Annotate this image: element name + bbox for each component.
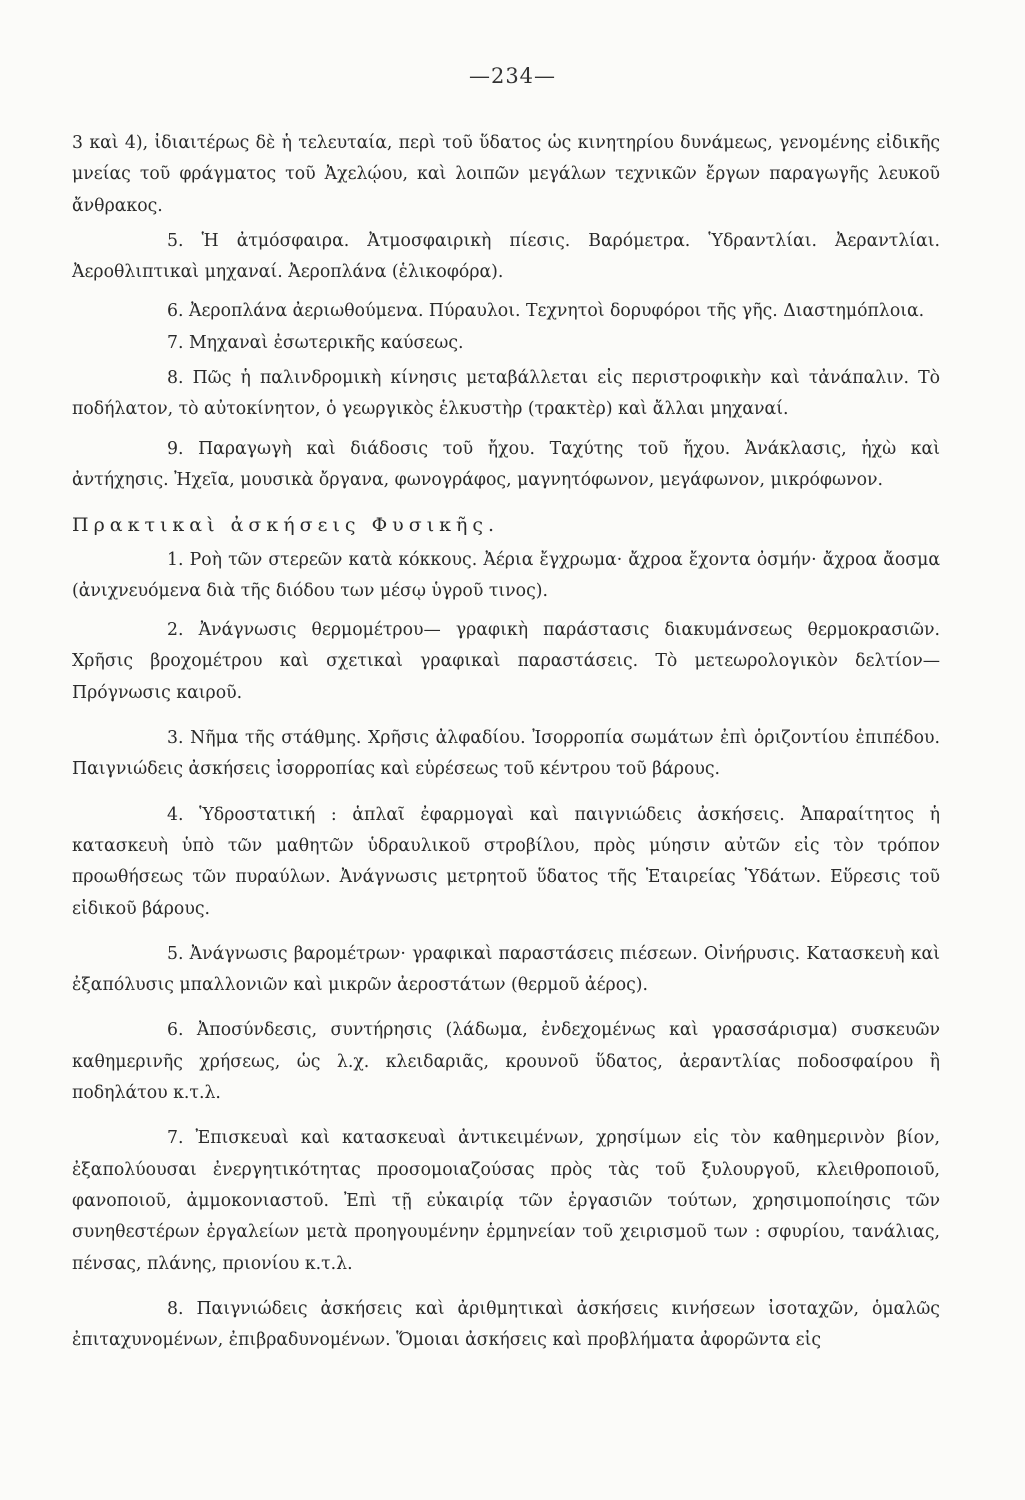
page-body [72,128,940,1356]
paragraph-item-8: 8. Πῶς ἡ παλινδρομικὴ κίνησις μεταβάλλεται εἰς περιστροφικὴν καὶ τἀνάπαλιν. Τὸ ποδήλατον, τὸ αὐτοκίνητον, ὁ γεωργικὸς ἑλκυστὴρ (τρακτὲρ) καὶ ἄλλαι μηχαναί. [72,368,940,420]
section-heading: Πρακτικαὶ ἀσκήσεις Φυσικῆς. [72,514,500,537]
exercise-item-8: 8. Παιγνιώδεις ἀσκήσεις καὶ ἀριθμητικαὶ ἀσκήσεις κινήσεων ἰσοταχῶν, ὁμαλῶς ἐπιταχυνομένων, ἐπιβραδυνομένων. Ὅμοιαι ἀσκήσεις καὶ προβλήματα ἀφορῶντα εἰς [72,1298,940,1351]
paragraph-item-9: 9. Παραγωγὴ καὶ διάδοσις τοῦ ἤχου. Ταχύτης τοῦ ἤχου. Ἀνάκλασις, ἠχὼ καὶ ἀντήχησις. Ἠχεῖα, μουσικὰ ὄργανα, φωνογράφος, μαγνητόφωνον, μεγάφωνον, μικρόφωνον. [72,438,940,490]
exercise-item-5: 5. Ἀνάγνωσις βαρομέτρων· γραφικαὶ παραστάσεις πιέσεων. Οἰνήρυσις. Κατασκευὴ καὶ ἐξαπόλυσις μπαλλονιῶν καὶ μικρῶν ἀεροστάτων (θερμοῦ ἀέρος). [72,943,940,996]
paragraph-item-6: 6. Ἀεροπλάνα ἀεριωθούμενα. Πύραυλοι. Τεχνητοὶ δορυφόροι τῆς γῆς. Διαστημόπλοια. [167,301,925,322]
paragraph-item-5: 5. Ἡ ἀτμόσφαιρα. Ἀτμοσφαιρικὴ πίεσις. Βαρόμετρα. Ὑδραντλίαι. Ἀεραντλίαι. Ἀεροθλιπτικαὶ μηχαναί. Ἀεροπλάνα (ἑλικοφόρα). [72,230,940,283]
paragraph-continuation: 3 καὶ 4), ἰδιαιτέρως δὲ ἡ τελευταία, περὶ τοῦ ὕδατος ὡς κινητηρίου δυνάμεως, γενομένης εἰδικῆς μνείας τοῦ φράγματος τοῦ Ἀχελῴου, καὶ λοιπῶν μεγάλων τεχνικῶν ἔργων παραγωγῆς λευκοῦ ἄνθρακος. [72,133,940,216]
exercise-item-6: 6. Ἀποσύνδεσις, συντήρησις (λάδωμα, ἐνδεχομένως καὶ γρασσάρισμα) συσκευῶν καθημερινῆς χρήσεως, ὡς λ.χ. κλειδαριᾶς, κρουνοῦ ὕδατος, ἀεραντλίας ποδοσφαίρου ἢ ποδηλάτου κ.τ.λ. [72,1020,940,1104]
page-number: —234— [468,64,557,88]
exercise-item-3: 3. Νῆμα τῆς στάθμης. Χρῆσις ἀλφαδίου. Ἰσορροπία σωμάτων ἐπὶ ὁριζοντίου ἐπιπέδου. Παιγνιώδεις ἀσκήσεις ἰσορροπίας καὶ εὑρέσεως τοῦ κέντρου τοῦ βάρους. [72,728,940,780]
exercise-item-7: 7. Ἐπισκευαὶ καὶ κατασκευαὶ ἀντικειμένων, χρησίμων εἰς τὸν καθημερινὸν βίον, ἐξαπολύουσαι ἐνεργητικότητας προσομοιαζούσας πρὸς τὰς τοῦ ξυλουργοῦ, κλειθροποιοῦ, φανοποιοῦ, ἀμμοκονιαστοῦ. Ἐπὶ τῇ εὐκαιρίᾳ τῶν ἐργασιῶν τούτων, χρησιμοποίησις τῶν συνηθεστέρων ἐργαλείων μετὰ προηγουμένην ἑρμηνείαν τοῦ χειρισμοῦ των : σφυρίου, τανάλιας, πένσας, πλάνης, πριονίου κ.τ.λ. [72,1128,940,1274]
exercise-item-4: 4. Ὑδροστατική : ἁπλαῖ ἐφαρμογαὶ καὶ παιγνιώδεις ἀσκήσεις. Ἀπαραίτητος ἡ κατασκευὴ ὑπὸ τῶν μαθητῶν ὑδραυλικοῦ στροβίλου, πρὸς μύησιν αὐτῶν εἰς τὸν τρόπον προωθήσεως τῶν πυραύλων. Ἀνάγνωσις μετρητοῦ ὕδατος τῆς Ἑταιρείας Ὑδάτων. Εὕρεσις τοῦ εἰδικοῦ βάρους. [72,804,940,919]
paragraph-item-7: 7. Μηχαναὶ ἐσωτερικῆς καύσεως. [167,332,464,353]
exercise-item-2: 2. Ἀνάγνωσις θερμομέτρου— γραφικὴ παράστασις διακυμάνσεως θερμοκρασιῶν. Χρῆσις βροχομέτρου καὶ σχετικαὶ γραφικαὶ παραστάσεις. Τὸ μετεωρολογικὸν δελτίον—Πρόγνωσις καιροῦ. [72,620,940,703]
exercise-item-1: 1. Ροὴ τῶν στερεῶν κατὰ κόκκους. Ἀέρια ἔγχρωμα· ἄχροα ἔχοντα ὀσμήν· ἄχροα ἄοσμα (ἀνιχνευόμενα διὰ τῆς διόδου των μέσῳ ὑγροῦ τινος). [72,549,940,601]
